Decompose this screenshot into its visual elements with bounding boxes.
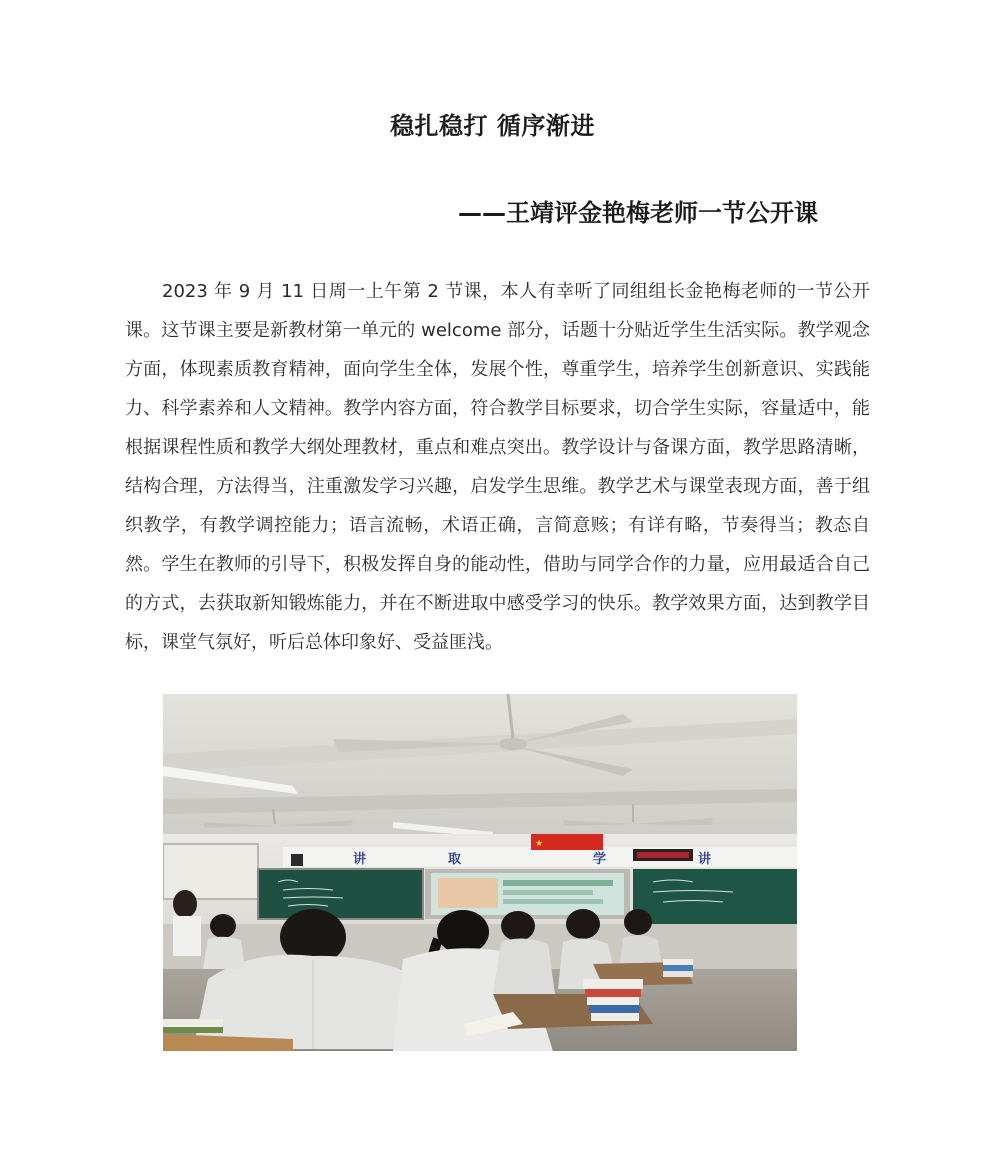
document-title: 稳扎稳打 循序渐进: [390, 112, 595, 140]
classroom-photo: [163, 694, 797, 1051]
svg-text:学: 学: [593, 851, 607, 866]
svg-text:取: 取: [448, 851, 462, 866]
body-paragraph: 2023 年 9 月 11 日周一上午第 2 节课，本人有幸听了同组组长金艳梅老师的一节公开课。这节课主要是新教材第一单元的 welcome 部分，话题十分贴近学生生活实际。教学观念方面，体现素质教育精神，面向学生全体，发展个性，尊重学生，培养学生创新意识、实践能力、科学素养和人文精神。教学内容方面，符合教学目标要求，切合学生实际，容量适中，能根据课程性质和教学大纲处理教材，重点和难点突出。教学设计与备课方面，教学思路清晰，结构合理，方法得当，注重激发学习兴趣，启发学生思维。教学艺术与课堂表现方面，善于组织教学，有教学调控能力；语言流畅，术语正确，言简意赅；有详有略，节奏得当；教态自然。学生在教师的引导下，积极发挥自身的能动性，借助与同学合作的力量，应用最适合自己的方式，去获取新知锻炼能力，并在不断进取中感受学习的快乐。教学效果方面，达到教学目标，课堂气氛好，听后总体印象好、受益匪浅。: [125, 281, 870, 653]
document-subtitle: ——王靖评金艳梅老师一节公开课: [458, 199, 818, 227]
svg-text:讲: 讲: [698, 851, 712, 866]
svg-text:讲: 讲: [353, 851, 367, 866]
svg-text:★: ★: [535, 839, 544, 849]
